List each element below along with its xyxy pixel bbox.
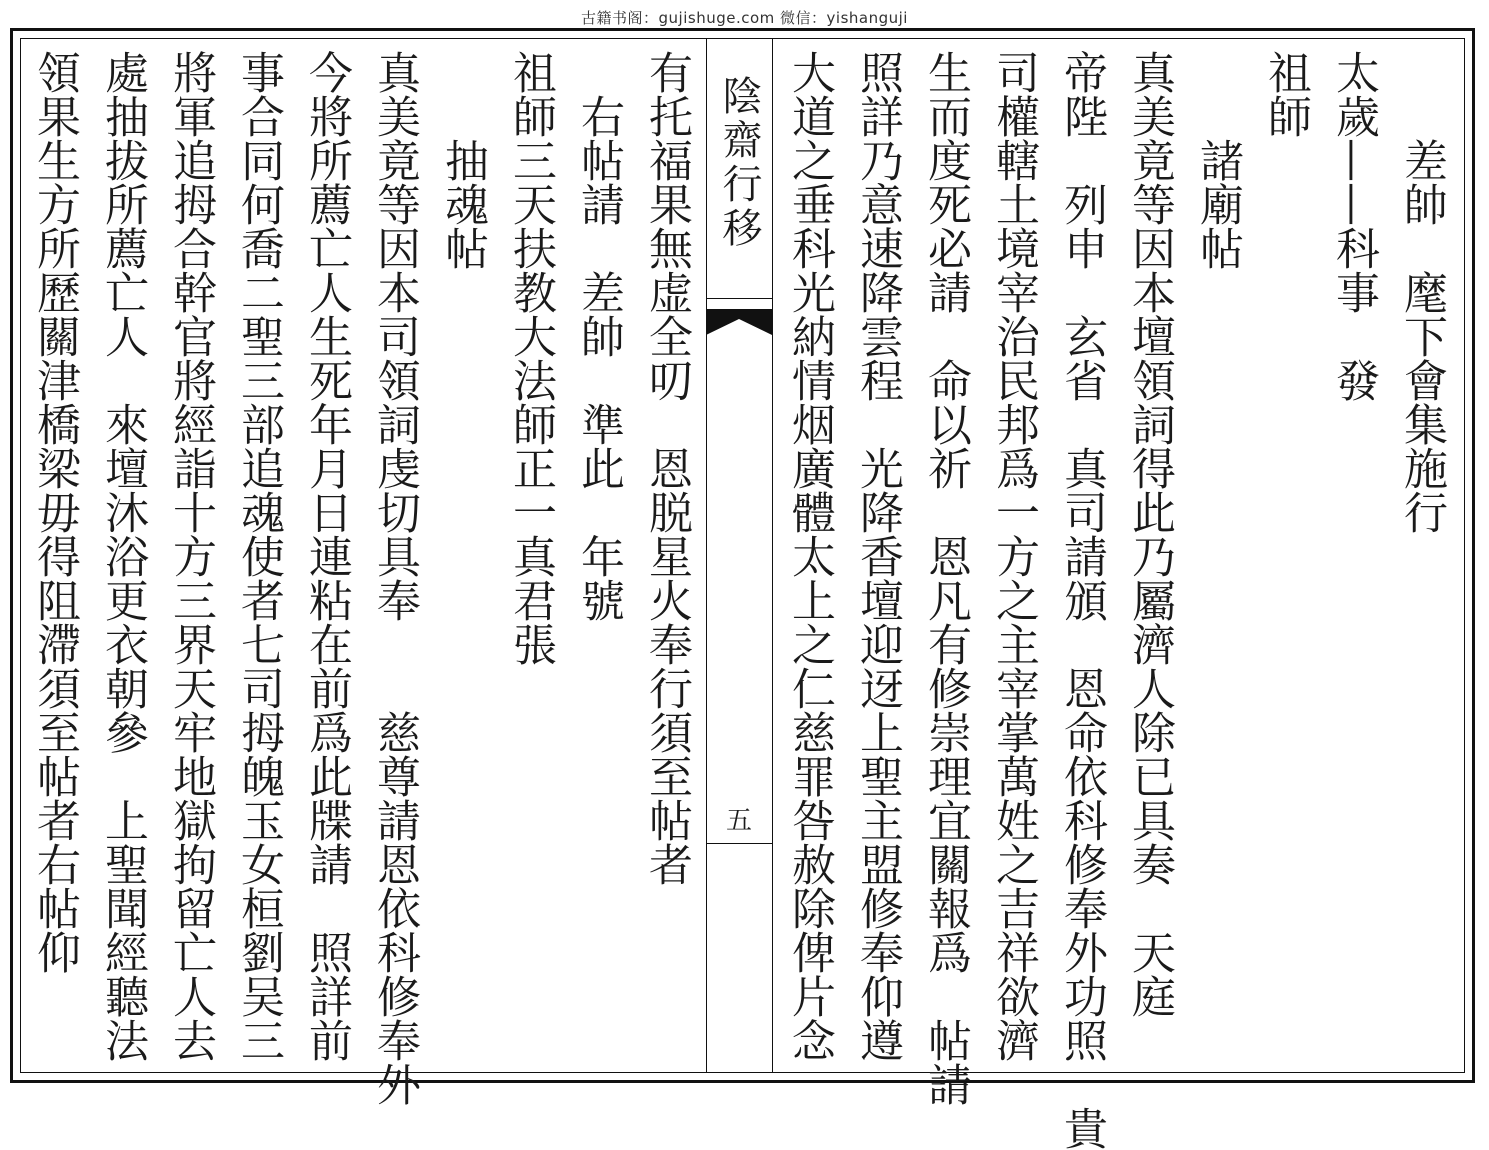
- text-column: 事合同何喬二聖三部追魂使者七司拇魄玉女桓劉吴三: [233, 50, 284, 1062]
- right-page-text: [784, 50, 1455, 1150]
- text-column: 太歲——科事 發: [1328, 50, 1379, 402]
- text-column: 祖師三天扶教大法師正一真君張: [505, 50, 556, 666]
- page-number: 五: [725, 806, 752, 836]
- text-column: 今將所薦亡人生死年月日連粘在前爲此牒請 照詳前: [301, 50, 352, 1062]
- fishtail-ornament: [706, 305, 772, 341]
- text-column: 右帖請 差帥 準此 年號: [573, 50, 624, 622]
- text-column: 真美竟等因本司領詞虔切具奉 慈尊請恩依科修奉外: [369, 50, 420, 1106]
- watermark: 古籍书阁：gujishuge.com 微信：yishanguji: [581, 9, 908, 27]
- text-column: 祖師: [1260, 50, 1311, 138]
- left-page-text: [29, 50, 700, 1106]
- banxin-upper-rule: [706, 298, 772, 299]
- text-column: 生而度死必請 命以祈 恩凡有修崇理宜關報爲 帖請: [920, 50, 971, 1106]
- text-column: 真美竟等因本壇領詞得此乃屬濟人除已具奏 天庭: [1124, 50, 1175, 1018]
- text-column: 將軍追拇合幹官將經詣十方三界天牢地獄拘留亡人去: [165, 50, 216, 1062]
- text-column: 差帥 麾下會集施行: [1396, 50, 1447, 534]
- text-column: 領果生方所歷關津橋梁毋得阻滯須至帖者右帖仰: [29, 50, 80, 974]
- text-column: 有托福果無虚全叨 恩脱星火奉行須至帖者: [641, 50, 692, 886]
- text-column: 帝陛 列申 玄省 真司請頒 恩命依科修奉外功照 貴: [1056, 50, 1107, 1150]
- section-heading: 抽魂帖: [437, 50, 488, 270]
- banxin-right-rule: [772, 38, 773, 1073]
- text-column: 處抽拔所薦亡人 來壇沐浴更衣朝參 上聖聞經聽法: [97, 50, 148, 1062]
- banxin-title: 陰齋行移: [716, 75, 762, 251]
- banxin-lower-rule: [706, 843, 772, 844]
- section-heading: 諸廟帖: [1192, 50, 1243, 270]
- text-column: 司權轄土境宰治民邦爲一方之主宰掌萬姓之吉祥欲濟: [988, 50, 1039, 1062]
- text-column: 照詳乃意速降雲程 光降香壇迎迓上聖主盟修奉仰遵: [852, 50, 903, 1062]
- text-column: 大道之垂科光納情烟廣體太上之仁慈罪咎赦除俾片念: [784, 50, 835, 1062]
